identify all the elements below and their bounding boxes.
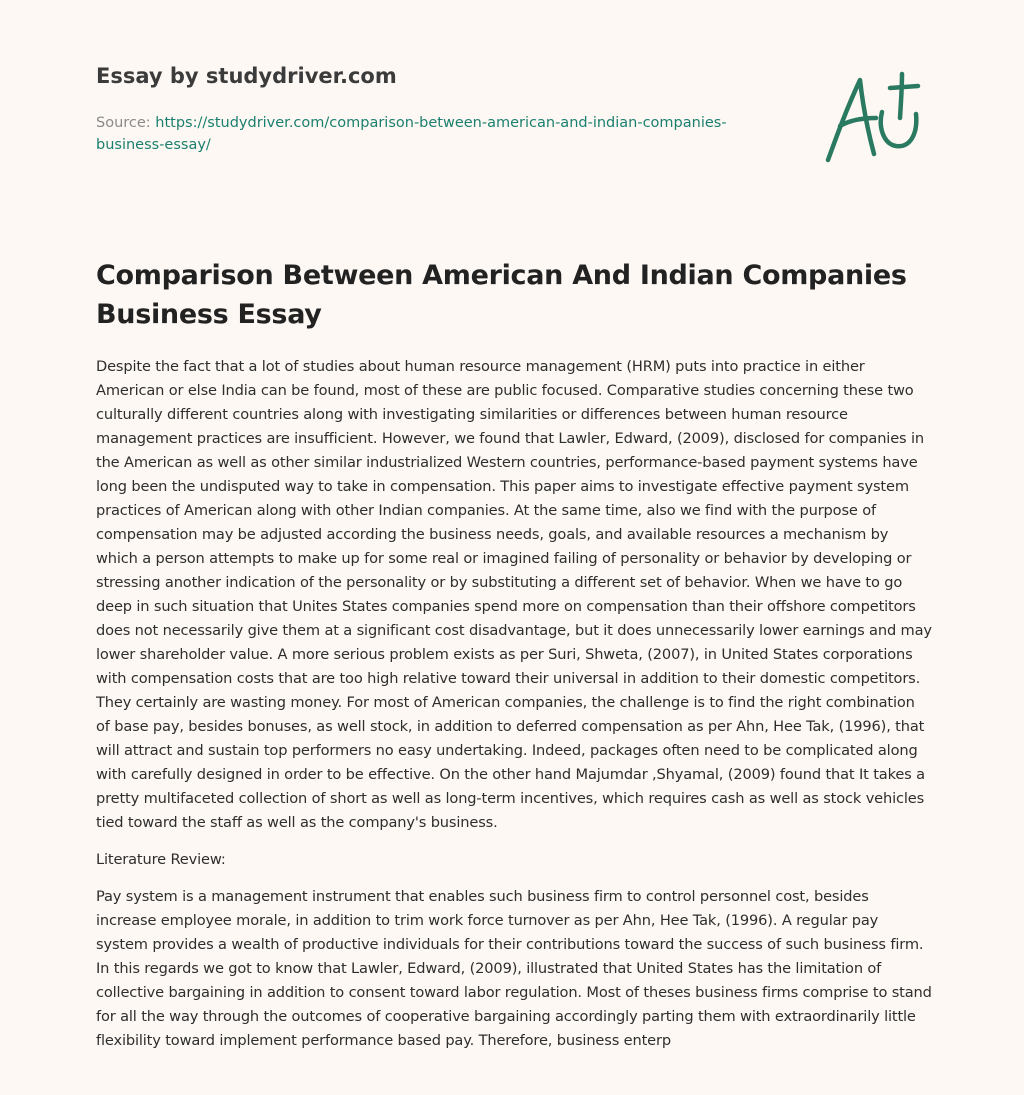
essay-body [96,355,932,1066]
essay-title: Comparison Between American And Indian Companies Business Essay [96,260,907,330]
site-brand: Essay by studydriver.com [96,64,397,88]
a-plus-logo-icon [822,68,926,164]
source-line [96,112,776,156]
source-label: Source: [96,115,151,131]
source-link[interactable]: https://studydriver.com/comparison-between-american-and-indian-companies-business-essay/ [96,115,727,153]
section-heading: Literature Review: [96,851,226,868]
essay-paragraph: Pay system is a management instrument that enables such business firm to control personnel cost, besides increase employee morale, in addition to trim work force turnover as per Ahn, Hee Tak, (1996). A regular pay system provides a wealth of productive individuals for their contributions toward the success of such business firm. In this regards we got to know that Lawler, Edward, (2009), illustrated that United States has the limitation of collective bargaining in addition to consent toward labor regulation. Most of theses business firms comprise to stand for all the way through the outcomes of cooperative bargaining accordingly parting them with extraordinarily little flexibility toward implement performance based pay. Therefore, business enterp [96,888,932,1049]
essay-paragraph: Despite the fact that a lot of studies about human resource management (HRM) puts into practice in either American or else India can be found, most of these are public focused. Comparative studies concerning these two culturally different countries along with investigating similarities or differences between human resource management practices are insufficient. However, we found that Lawler, Edward, (2009), disclosed for companies in the American as well as other similar industrialized Western countries, performance-based payment systems have long been the undisputed way to take in compensation. This paper aims to investigate effective payment system practices of American along with other Indian companies. At the same time, also we find with the purpose of compensation may be adjusted according the business needs, goals, and available resources a mechanism by which a person attempts to make up for some real or imagined failing of personality or behavior by developing or stressing another indication of the personality or by substituting a different set of behavior. When we have to go deep in such situation that Unites States companies spend more on compensation than their offshore competitors does not necessarily give them at a significant cost disadvantage, but it does unnecessarily lower earnings and may lower shareholder value. A more serious problem exists as per Suri, Shweta, (2007), in United States corporations with compensation costs that are too high relative toward their universal in addition to their domestic competitors. They certainly are wasting money. For most of American companies, the challenge is to find the right combination of base pay, besides bonuses, as well stock, in addition to deferred compensation as per Ahn, Hee Tak, (1996), that will attract and sustain top performers no easy undertaking. Indeed, packages often need to be complicated along with carefully designed in order to be effective. On the other hand Majumdar ,Shyamal, (2009) found that It takes a pretty multifaceted collection of short as well as long-term incentives, which requires cash as well as stock vehicles tied toward the staff as well as the company's business. [96,358,932,831]
